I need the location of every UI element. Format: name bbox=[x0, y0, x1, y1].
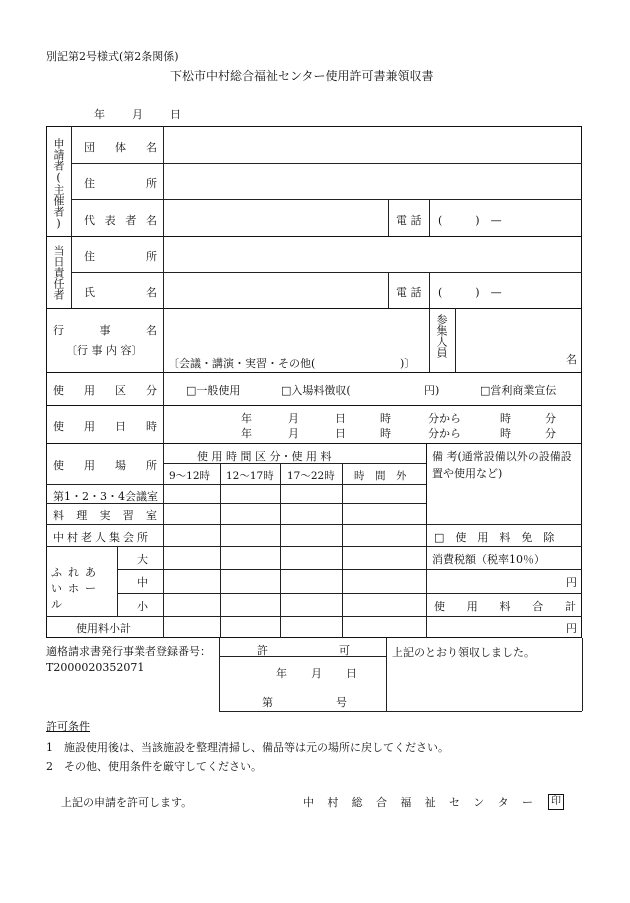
center-name-char-4: 合 bbox=[375, 796, 387, 809]
end-hour: 時 bbox=[500, 412, 511, 425]
second-start-year: 年 bbox=[241, 427, 252, 440]
permit-year: 年 bbox=[276, 667, 287, 680]
hall-small: 小 bbox=[137, 600, 148, 613]
start-day: 日 bbox=[335, 412, 346, 425]
room-conference: 第1・2・3・4会議室 bbox=[53, 490, 158, 503]
org-name-label-3: 名 bbox=[146, 141, 157, 154]
usage-commercial-checkbox[interactable]: □営利商業宣伝 bbox=[480, 384, 557, 397]
permit-label-1: 許 bbox=[257, 644, 268, 657]
center-name-char-7: セ bbox=[448, 796, 460, 809]
center-name-char-5: 福 bbox=[400, 796, 412, 809]
hall-large: 大 bbox=[137, 553, 148, 566]
consumption-tax-label: 消費税額（税率10％） bbox=[432, 553, 545, 566]
usage-place-label-4: 所 bbox=[146, 459, 157, 472]
applicant-address-label bbox=[84, 175, 157, 191]
col-evening: 17～22時 bbox=[287, 470, 335, 482]
center-name bbox=[303, 794, 533, 810]
manager-name-label-2: 名 bbox=[146, 286, 157, 299]
form-reference: 別記第2号様式(第2条関係) bbox=[46, 50, 179, 63]
usage-place-label-2: 用 bbox=[84, 459, 95, 472]
fee-total-label-4: 合 bbox=[532, 600, 544, 613]
applicant-address-label-1: 住 bbox=[84, 177, 95, 190]
fee-total-label-1: 使 bbox=[434, 600, 445, 613]
room-kitchen-5: 室 bbox=[146, 509, 157, 522]
center-name-char-2: 村 bbox=[327, 796, 339, 809]
event-content-label: 〔行 事 内 容〕 bbox=[66, 344, 143, 357]
manager-name-label-1: 氏 bbox=[84, 286, 95, 299]
manager-address-label-1: 住 bbox=[84, 250, 95, 263]
usage-place-label bbox=[53, 457, 157, 473]
date-day-label: 日 bbox=[170, 108, 181, 121]
total-yen-unit: 円 bbox=[566, 622, 577, 635]
permit-number-prefix: 第 bbox=[262, 696, 273, 709]
usage-type-label-2: 用 bbox=[84, 384, 95, 397]
manager-phone-label: 電 話 bbox=[396, 286, 422, 299]
representative-label-3: 者 bbox=[125, 214, 137, 227]
applicant-address-label-2: 所 bbox=[146, 177, 157, 190]
center-name-char-6: 祉 bbox=[424, 796, 436, 809]
document-title: 下松市中村総合福祉センター使用許可書兼領収書 bbox=[170, 69, 434, 83]
room-elderly-hall: 中村老人集会所 bbox=[53, 531, 151, 544]
start-year: 年 bbox=[241, 412, 252, 425]
second-end-hour: 時 bbox=[500, 427, 511, 440]
representative-label-4: 名 bbox=[145, 214, 157, 227]
event-category-close: )〕 bbox=[400, 357, 416, 370]
center-name-char-10: ー bbox=[521, 796, 533, 809]
room-kitchen-1: 料 bbox=[53, 509, 64, 522]
second-start-month: 月 bbox=[288, 427, 299, 440]
event-name-label-1: 行 bbox=[53, 324, 64, 337]
usage-datetime-label-1: 使 bbox=[53, 420, 64, 433]
permit-month: 月 bbox=[311, 667, 322, 680]
room-kitchen-2: 理 bbox=[76, 509, 88, 522]
room-kitchen-4: 習 bbox=[122, 509, 134, 522]
event-name-label-3: 名 bbox=[146, 324, 157, 337]
second-start-day: 日 bbox=[335, 427, 346, 440]
official-seal: 印 bbox=[548, 794, 564, 810]
permit-day: 日 bbox=[346, 667, 357, 680]
invoice-registration-label: 適格請求書発行事業者登録番号： bbox=[46, 645, 211, 658]
col-morning: 9～12時 bbox=[169, 470, 211, 482]
representative-label-1: 代 bbox=[84, 214, 95, 227]
room-kitchen-3: 実 bbox=[99, 509, 111, 522]
start-month: 月 bbox=[288, 412, 299, 425]
time-fee-header: 使 用 時 間 区 分・使 用 料 bbox=[197, 450, 332, 463]
usage-datetime-label-2: 用 bbox=[84, 420, 95, 433]
usage-datetime-label-4: 時 bbox=[146, 420, 157, 433]
permit-number-suffix: 号 bbox=[336, 696, 347, 709]
center-name-char-1: 中 bbox=[303, 796, 314, 809]
usage-type-label-4: 分 bbox=[146, 384, 157, 397]
usage-type-label-1: 使 bbox=[53, 384, 64, 397]
participants-unit: 名 bbox=[566, 353, 577, 366]
permit-label-2: 可 bbox=[339, 644, 350, 657]
org-name-label-2: 体 bbox=[115, 141, 126, 154]
fee-total-label-2: 用 bbox=[466, 600, 478, 613]
center-name-char-9: タ bbox=[497, 796, 509, 809]
fee-exemption-checkbox[interactable]: □ 使 用 料 免 除 bbox=[434, 531, 555, 544]
room-kitchen bbox=[53, 507, 157, 523]
hall-medium: 中 bbox=[137, 576, 148, 589]
end-minute: 分 bbox=[545, 412, 556, 425]
second-end-minute: 分 bbox=[545, 427, 556, 440]
manager-phone-field[interactable]: ( ) — bbox=[438, 286, 502, 299]
participants-label: 参集人員 bbox=[435, 314, 448, 358]
date-month-label: 月 bbox=[132, 108, 143, 121]
event-name-label bbox=[53, 322, 157, 338]
usage-admission-checkbox[interactable]: □入場料徴収( bbox=[281, 384, 351, 397]
org-name-label-1: 団 bbox=[84, 141, 95, 154]
usage-datetime-label bbox=[53, 418, 157, 434]
applicant-section-label: 申請者(主催者) bbox=[52, 138, 65, 230]
usage-datetime-label-3: 日 bbox=[115, 420, 126, 433]
remarks-label: 備 考(通常設備以外の設備設置や使用など) bbox=[432, 450, 572, 480]
usage-type-label bbox=[53, 382, 157, 398]
representative-label-2: 表 bbox=[104, 214, 116, 227]
condition-item-2: 2 その他、使用条件を厳守してください。 bbox=[46, 760, 262, 773]
center-name-char-8: ン bbox=[473, 796, 485, 809]
admission-fee-unit: 円) bbox=[424, 384, 440, 397]
approval-statement: 上記の申請を許可します。 bbox=[61, 796, 193, 809]
applicant-phone-field[interactable]: ( ) — bbox=[438, 214, 502, 227]
col-overtime: 時 間 外 bbox=[354, 470, 407, 482]
tax-yen-unit: 円 bbox=[566, 576, 577, 589]
start-hour: 時 bbox=[380, 412, 391, 425]
receipt-statement: 上記のとおり領収しました。 bbox=[392, 646, 535, 659]
event-category-options: 〔会議・講演・実習・その他( bbox=[168, 357, 316, 370]
usage-place-label-3: 場 bbox=[115, 459, 126, 472]
day-manager-section-label: 当日責任者 bbox=[52, 245, 65, 300]
invoice-registration-number: T2000020352071 bbox=[46, 661, 145, 674]
fee-total-label-3: 料 bbox=[499, 600, 511, 613]
center-name-char-3: 総 bbox=[351, 796, 363, 809]
representative-label bbox=[84, 212, 157, 228]
fee-total-label-5: 計 bbox=[565, 600, 576, 613]
second-start-hour: 時 bbox=[380, 427, 391, 440]
hall-label: ふれあいホール bbox=[51, 566, 102, 611]
conditions-heading: 許可条件 bbox=[46, 720, 90, 733]
usage-general-checkbox[interactable]: □一般使用 bbox=[186, 384, 241, 397]
date-year-label: 年 bbox=[94, 108, 105, 121]
manager-address-label bbox=[84, 248, 157, 264]
usage-place-label-1: 使 bbox=[53, 459, 64, 472]
condition-item-1: 1 施設使用後は、当該施設を整理清掃し、備品等は元の場所に戻してください。 bbox=[46, 741, 449, 754]
second-start-minute-from: 分から bbox=[428, 427, 461, 440]
start-minute-from: 分から bbox=[428, 412, 461, 425]
col-afternoon: 12～17時 bbox=[226, 470, 274, 482]
manager-name-label bbox=[84, 284, 157, 300]
applicant-phone-label: 電 話 bbox=[396, 214, 422, 227]
usage-type-label-3: 区 bbox=[115, 384, 126, 397]
manager-address-label-2: 所 bbox=[146, 250, 157, 263]
org-name-label bbox=[84, 139, 157, 155]
fee-total-label bbox=[434, 598, 576, 614]
event-name-label-2: 事 bbox=[99, 324, 111, 337]
fee-subtotal-label: 使用料小計 bbox=[76, 622, 131, 635]
